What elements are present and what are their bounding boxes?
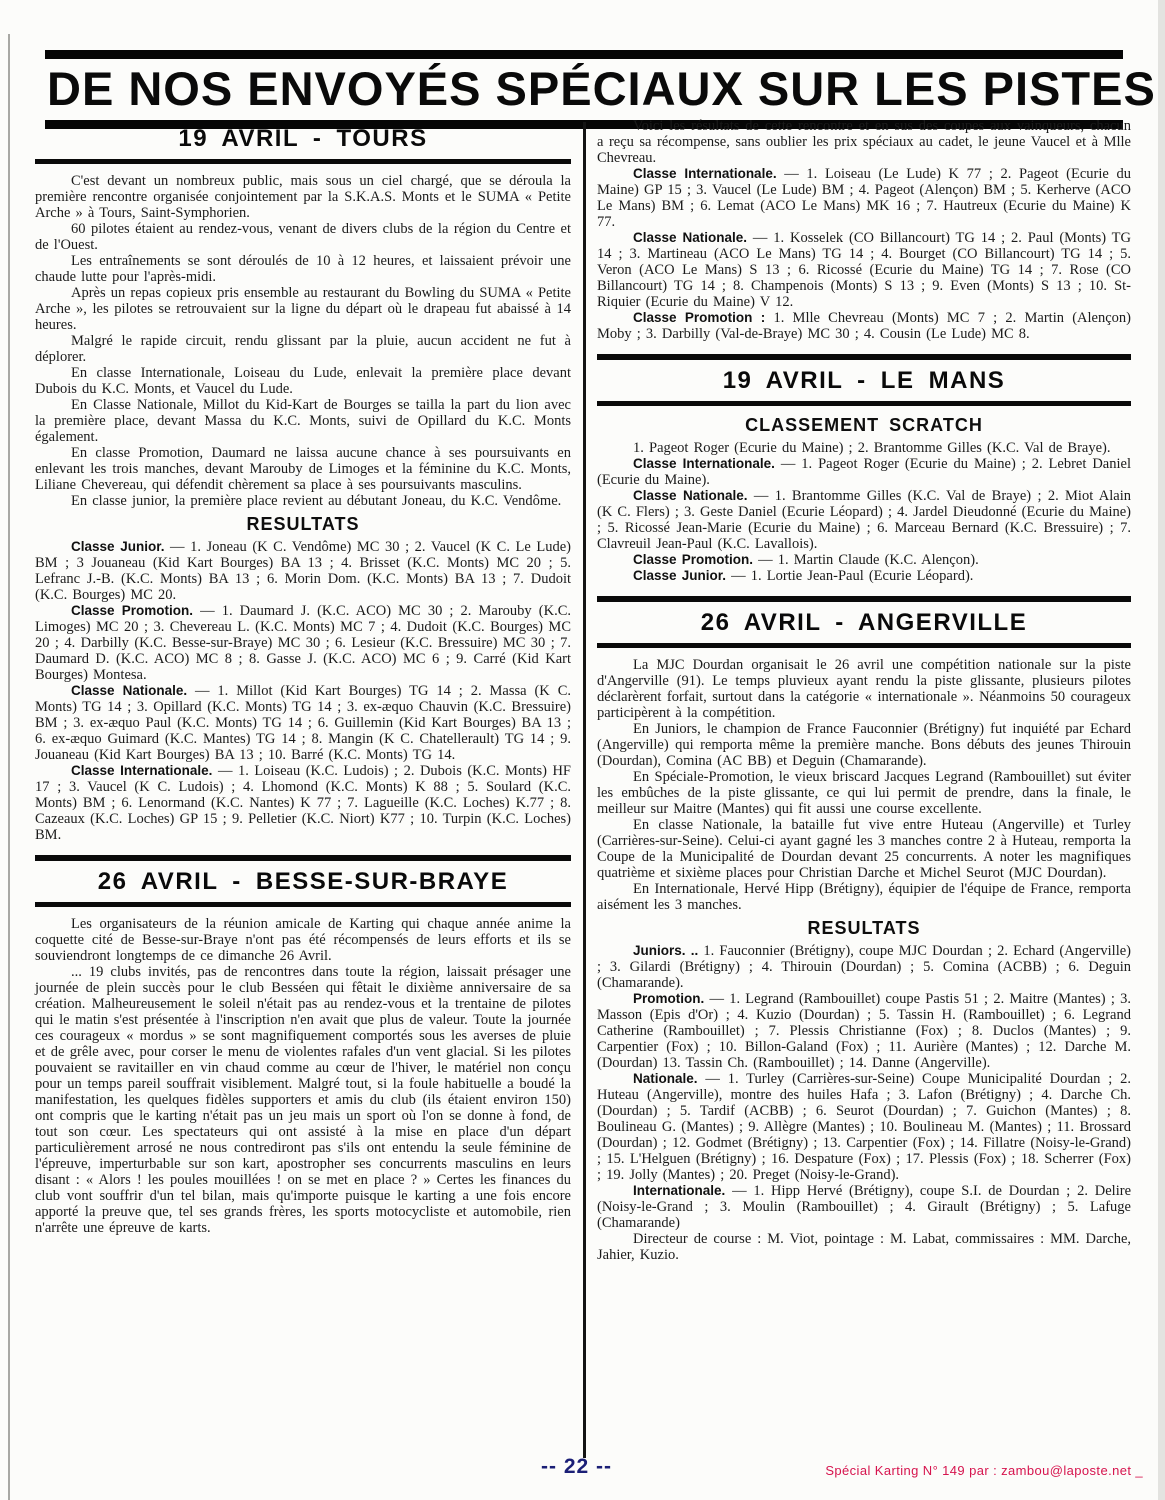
section-heading-angerville: 26 AVRIL - ANGERVILLE bbox=[700, 609, 1028, 637]
results-paragraph bbox=[597, 568, 1131, 584]
credit-line: Spécial Karting N° 149 par : zambou@laposte.net _ bbox=[825, 1463, 1143, 1478]
left-column bbox=[35, 118, 571, 1236]
paragraph-text: 60 pilotes étaient au rendez-vous, venant de divers clubs de la région du Centre et de l'Ouest. bbox=[35, 221, 571, 254]
article-paragraph bbox=[35, 445, 571, 493]
article-paragraph bbox=[597, 817, 1131, 881]
class-label: Classe Junior. bbox=[71, 539, 165, 555]
results-paragraph bbox=[597, 1071, 1131, 1183]
section-le-mans bbox=[597, 354, 1131, 584]
paragraph-text: En Internationale, Hervé Hipp (Brétigny), équipier de l'équipe de France, remporta aisément les 3 manches. bbox=[597, 881, 1131, 914]
article-paragraph bbox=[597, 657, 1131, 721]
paragraph-text: En classe Internationale, Loiseau du Lude, enlevait la première place devant Dubois du K.C. Monts, et Vaucel du Lude. bbox=[35, 365, 571, 398]
article-paragraph bbox=[35, 253, 571, 285]
class-label: Classe Nationale. bbox=[633, 488, 748, 504]
results-text: 1. Mlle Chevreau (Monts) MC 7 ; 2. Martin (Alençon) Moby ; 3. Darbilly (Val-de-Braye) MC 30 ; 4. Cousin (Le Lude) MC 8. bbox=[597, 310, 1131, 342]
results-text: — 1. Millot (Kid Kart Bourges) TG 14 ; 2. Massa (K C. Monts) TG 14 ; 3. Opillard (K.C. Monts) TG 14 ; 3. ex-æquo Chauvin (K.C. Bressuire) BM ; 3. ex-æquo Paul (K.C. Monts) TG 14 ; 6. Guillemin (Kid Kart Bourges) BA 13 ; 6. ex-æquo Guimard (K.C. Mantes) TG 14 ; 8. Mangin (K C. Chatellerault) TG 14 ; 9. Jouaneau (Kid Kart Bourges) BA 13 ; 10. Barré (K.C. Monts) TG 14. bbox=[35, 683, 571, 764]
article-paragraph bbox=[35, 493, 571, 509]
classement-scratch-heading: CLASSEMENT SCRATCH bbox=[745, 415, 983, 436]
results-text: 1. Fauconnier (Brétigny), coupe MJC Dourdan ; 2. Echard (Angerville) ; 3. Gilardi (Brétigny) ; 4. Thirouin (Dourdan) ; 5. Comina (ACBB) ; 6. Deguin (Chamarande). bbox=[597, 943, 1131, 992]
class-label: Classe Promotion. bbox=[633, 552, 754, 568]
results-paragraph bbox=[597, 230, 1131, 310]
class-label: Nationale. bbox=[633, 1071, 698, 1087]
paragraph-text: En Juniors, le champion de France Fauconnier (Brétigny) fut inquiété par Echard (Angerville) qui remporta même la première manche. Bons débuts des jeunes Thirouin (Dourdan), Comina (AC BB) et Deguin (Chamarande). bbox=[597, 721, 1131, 770]
article-paragraph bbox=[597, 881, 1131, 913]
article-paragraph bbox=[35, 397, 571, 445]
page-edge-line bbox=[8, 34, 10, 1500]
results-paragraph bbox=[597, 991, 1131, 1071]
class-label: Classe Junior. bbox=[633, 568, 727, 584]
section-angerville bbox=[597, 596, 1131, 1263]
results-paragraph bbox=[597, 943, 1131, 991]
masthead-title: DE NOS ENVOYÉS SPÉCIAUX SUR LES PISTES bbox=[47, 62, 1156, 115]
paragraph-text: En classe Nationale, la bataille fut vive entre Huteau (Angerville) et Turley (Carrières-sur-Seine). Celui-ci ayant gagné les 3 manches contre 2 à Huteau, remporta la Coupe de la Municipalité de Dourdan devant 25 concurrents. A noter les magnifiques quatrième et sixième places pour Christian Darche et Michel Seurot (MJC Dourdan). bbox=[597, 817, 1131, 882]
results-paragraph bbox=[597, 166, 1131, 230]
section-heading-besse: 26 AVRIL - BESSE-SUR-BRAYE bbox=[97, 868, 509, 896]
results-paragraph bbox=[597, 488, 1131, 552]
results-paragraph bbox=[35, 763, 571, 843]
article-paragraph bbox=[597, 721, 1131, 769]
masthead-rule-top bbox=[45, 50, 1123, 59]
results-paragraph bbox=[35, 683, 571, 763]
class-label: Classe Nationale. bbox=[71, 683, 188, 699]
paragraph-text: En classe junior, la première place revient au débutant Joneau, du K.C. Vendôme. bbox=[71, 493, 562, 510]
results-heading: RESULTATS bbox=[807, 918, 921, 939]
paragraph-text: Les entraînements se sont déroulés de 10 à 12 heures, et laissaient prévoir une chaude lutte pour l'après-midi. bbox=[35, 253, 571, 286]
paragraph-text: ... 19 clubs invités, pas de rencontres dans toute la région, laissait présager une journée de plein succès pour le club Besséen qui fêtait le dixième anniversaire de sa création. Malheureusement le soleil n'était pas au rendez-vous et la trentaine de pilotes qui le matin s'est présentée à l'inscription n'en avait que plus de valeur. Toute la journée ces courageux « mordus » se sont magnifiquement comportés sous les averses de pluie et de grêle avec, pour corser le menu de violentes rafales d'un vent glacial. Si les pilotes pouvaient se ravitailler en vin chaud comme au cœur de l'hiver, le matériel non conçu pour un temps pareil souffrait visiblement. Malgré tout, si la foule habituelle a boudé la manifestation, les quelques fidèles supporters et amis du club (ils étaient environ 150) ont compris que le karting n'était pas un jeu mais un sport où l'on se donne à fond, de tout son cœur. Les spectateurs qui ont assisté à la mise en place d'un départ particulièrement arrosé ne nous contrediront pas s'ils ont entendu la seule féminine de l'épreuve, imperturbable sur son kart, apostropher ses concurrents masculins en leurs disant : « Alors ! les poules mouillées ! on se met en place ? » Certes les finances du club vont souffrir d'un tel bilan, mais qu'importe puisque le karting a une fois encore apporté la preuve que, tel ses grands frères, les sports motocycliste et automobile, rien n'arrête une épreuve de karts. bbox=[35, 964, 571, 1237]
results-text: — 1. Loiseau (K.C. Ludois) ; 2. Dubois (K.C. Monts) HF 17 ; 3. Vaucel (K C. Ludois) ; 4. Lhomond (K.C. Monts) K 88 ; 5. Soulard (K.C. Monts) BM ; 6. Lenormand (K.C. Nantes) K 77 ; 7. Lagueille (K.C. Loches) K.77 ; 8. Cazeaux (K.C. Loches) GP 15 ; 9. Pelletier (K.C. Niort) K77 ; 10. Turpin (K.C. Loches) BM. bbox=[35, 763, 571, 844]
section-besse bbox=[35, 855, 571, 1236]
section-heading-tours: 19 AVRIL - TOURS bbox=[178, 125, 428, 152]
article-paragraph bbox=[35, 285, 571, 333]
results-paragraph bbox=[597, 552, 1131, 568]
heading-rule bbox=[35, 159, 571, 164]
paragraph-text: Malgré le rapide circuit, rendu glissant par la pluie, aucun accident ne fut à déplorer. bbox=[35, 333, 571, 366]
results-paragraph bbox=[597, 456, 1131, 488]
article-paragraph bbox=[35, 916, 571, 964]
class-label: Classe Nationale. bbox=[633, 230, 748, 245]
article-paragraph bbox=[597, 118, 1131, 166]
class-label: Classe Internationale. bbox=[633, 456, 775, 472]
class-label: Promotion. bbox=[633, 991, 705, 1007]
paragraph-text: En Spéciale-Promotion, le vieux briscard Jacques Legrand (Rambouillet) sut éviter les embûches de la piste glissante, ce qui lui permit de prendre, dans la finale, le meilleur sur Maitre (Mantes) qui fit aussi une course excellente. bbox=[597, 769, 1131, 818]
paragraph-text: En Classe Nationale, Millot du Kid-Kart de Bourges se tailla la part du lion avec la première place, devant Massa du K.C. Monts, suivi de Opillard du K.C. Monts également. bbox=[35, 397, 571, 446]
results-text: — 1. Martin Claude (K.C. Alençon). bbox=[753, 552, 979, 569]
section-heading-le-mans: 19 AVRIL - LE MANS bbox=[722, 367, 1006, 394]
results-paragraph bbox=[597, 310, 1131, 342]
paragraph-text: Voici les résultats de cette rencontre et en sus des coupes aux vainqueurs, chacun a reçu sa récompense, sans oublier les prix spéciaux au cadet, le jeune Vaucel et à Mlle Chevreau. bbox=[597, 118, 1131, 166]
article-paragraph bbox=[35, 173, 571, 221]
class-label: Classe Promotion : bbox=[633, 310, 766, 325]
results-text: — 1. Pageot Roger (Ecurie du Maine) ; 2. Lebret Daniel (Ecurie du Maine). bbox=[597, 456, 1131, 489]
class-label: Internationale. bbox=[633, 1183, 726, 1199]
results-paragraph bbox=[597, 440, 1131, 456]
paragraph-text: C'est devant un nombreux public, mais sous un ciel chargé, que se déroula la première rencontre organisée conjointement par la S.K.A.S. Monts et le SUMA « Petite Arche » à Tours, Saint-Symphorien. bbox=[35, 173, 571, 222]
class-label: Classe Internationale. bbox=[71, 763, 213, 779]
results-text: — 1. Daumard J. (K.C. ACO) MC 30 ; 2. Marouby (K.C. Limoges) MC 20 ; 3. Chevereau L. (K.C. Monts) MC 7 ; 4. Dudoit (K.C. Bourges) MC 20 ; 4. Darbilly (K.C. Besse-sur-Braye) MC 30 ; 6. Lesieur (K.C. Bressuire) MC 30 ; 7. Daumard D. (K.C. ACO) MC 8 ; 8. Gasse J. (K.C. ACO) MC 6 ; 9. Carré (Kid Kart Bourges) Montesa. bbox=[35, 603, 572, 684]
results-text: 1. Pageot Roger (Ecurie du Maine) ; 2. Brantomme Gilles (K.C. Val de Braye). bbox=[633, 440, 1111, 457]
article-paragraph bbox=[35, 221, 571, 253]
results-text: — 1. Legrand (Rambouillet) coupe Pastis 51 ; 2. Maitre (Mantes) ; 3. Masson (Epis d'Or) ; 4. Kuzio (Dourdan) ; 5. Tassin H. (Rambouillet) ; 6. Legrand Catherine (Rambouillet) ; 7. Plessis Christianne (Fox) ; 8. Duclos (Mantes) ; 9. Carpentier (Fox) ; 10. Billon-Galand (Fox) ; 11. Aurière (Mantes) ; 12. Darche M. (Dourdan) 13. Tassin Ch. (Rambouillet) ; 14. Danne (Angerville). bbox=[597, 991, 1131, 1072]
article-paragraph bbox=[597, 769, 1131, 817]
class-label: Classe Internationale. bbox=[633, 166, 777, 181]
heading-rule bbox=[35, 902, 571, 907]
results-text: — 1. Turley (Carrières-sur-Seine) Coupe Municipalité Dourdan ; 2. Huteau (Angerville), montre des huiles Hafa ; 3. Lafon (Brétigny) ; 4. Darche Ch. (Dourdan) ; 5. Tardif (ACBB) ; 6. Seurot (Dourdan) ; 7. Guichon (Mantes) ; 8. Boulineau G. (Mantes) ; 9. Allègre (Mantes) ; 10. Boulineau M. (Mantes) ; 11. Brossard (Dourdan) ; 12. Godmet (Brétigny) ; 13. Carpentier (Fox) ; 14. Fillatre (Noisy-le-Grand) ; 15. L'Helguen (Brétigny) ; 16. Despature (Fox) ; 17. Plessis (Fox) ; 18. Scherrer (Fox) ; 19. Jolly (Mantes) ; 20. Preget (Noisy-le-Grand). bbox=[597, 1071, 1131, 1184]
article-paragraph bbox=[35, 333, 571, 365]
officials-text: Directeur de course : M. Viot, pointage : M. Labat, commissaires : MM. Darche, Jahier, Kuzio. bbox=[597, 1231, 1131, 1264]
heading-rule bbox=[597, 643, 1131, 648]
paragraph-text: Après un repas copieux pris ensemble au restaurant du Bowling du SUMA « Petite Arche », les pilotes se retrouvaient sur la ligne du départ où le drapeau fut abaissé à 14 heures. bbox=[35, 285, 571, 334]
officials-paragraph bbox=[597, 1231, 1131, 1263]
paragraph-text: La MJC Dourdan organisait le 26 avril une compétition nationale sur la piste d'Angerville (91). Le temps pluvieux ayant rendu la piste glissante, plusieurs pilotes déclarèrent forfait, surtout dans la catégorie « internationale ». Néanmoins 50 courageux participèrent à la compétition. bbox=[597, 657, 1131, 722]
section-tours bbox=[35, 118, 571, 843]
results-text: — 1. Joneau (K C. Vendôme) MC 30 ; 2. Vaucel (K C. Le Lude) BM ; 3 Jouaneau (Kid Kart Bourges) BA 13 ; 4. Brisset (K.C. Monts) MC 20 ; 5. Lefranc J.-B. (K.C. Monts) BA 13 ; 6. Morin Dom. (K.C. Monts) BA 13 ; 7. Dudoit (K.C. Bourges) MC 20. bbox=[35, 539, 571, 604]
results-text: — 1. Hipp Hervé (Brétigny), coupe S.I. de Dourdan ; 2. Delire (Noisy-le-Grand ; 3. Moulin (Rambouillet) ; 4. Girault (Brétigny) ; 5. Lafuge (Chamarande) bbox=[597, 1183, 1131, 1232]
results-text: — 1. Kosselek (CO Billancourt) TG 14 ; 2. Paul (Monts) TG 14 ; 3. Martineau (ACO Le Mans) TG 14 ; 4. Bourget (CO Billancourt) TG 14 ; 5. Veron (ACO Le Mans) S 13 ; 6. Ricossé (Ecurie du Maine) TG 14 ; 7. Rose (CO Billancourt) TG 14 ; 8. Champenois (Monts) S 13 ; 9. Even (Monts) S 13 ; 10. St-Riquier (Ecurie du Maine) V 12. bbox=[597, 230, 1132, 310]
results-paragraph bbox=[597, 1183, 1131, 1231]
results-text: — 1. Loiseau (Le Lude) K 77 ; 2. Pageot (Ecurie du Maine) GP 15 ; 3. Vaucel (Le Lude) BM ; 4. Pageot (Alençon) BM ; 5. Kerherve (ACO Le Mans) BM ; 6. Lemat (ACO Le Mans) MK 16 ; 7. Hautreux (Ecurie du Maine) K 77. bbox=[597, 166, 1131, 230]
class-label: Classe Promotion. bbox=[71, 603, 194, 619]
results-heading: RESULTATS bbox=[246, 514, 360, 535]
column-divider bbox=[583, 122, 586, 1458]
paragraph-text: En classe Promotion, Daumard ne laissa aucune chance à ses poursuivants en enlevant les trois manches, devant Marouby de Limoges et la féminine du K.C. Monts, Liliane Chevereau, qui défendit chèrement sa place à ses poursuivants masculins. bbox=[35, 445, 571, 494]
right-column bbox=[597, 118, 1131, 1263]
paragraph-text: Les organisateurs de la réunion amicale de Karting qui chaque année anime la coquette cité de Besse-sur-Braye n'ont pas été récompensés de leurs efforts et ils se souviendront longtemps de ce dimanche 26 Avril. bbox=[35, 916, 571, 965]
results-paragraph bbox=[35, 539, 571, 603]
page-number: -- 22 -- bbox=[541, 1455, 612, 1478]
page-edge-shadow bbox=[1158, 0, 1165, 1500]
section-tours-results bbox=[597, 118, 1131, 342]
results-text: — 1. Lortie Jean-Paul (Ecurie Léopard). bbox=[726, 568, 974, 585]
article-paragraph bbox=[35, 964, 571, 1236]
heading-rule bbox=[597, 401, 1131, 406]
article-paragraph bbox=[35, 365, 571, 397]
results-paragraph bbox=[35, 603, 571, 683]
results-text: — 1. Brantomme Gilles (K.C. Val de Braye) ; 2. Miot Alain (K C. Flers) ; 3. Geste Daniel (Ecurie Léopard) ; 4. Jardel Dieudonné (Ecurie du Maine) ; 5. Ricossé Jean-Marie (Ecurie du Maine) ; 6. Marceau Bernard (K.C. Bressuire) ; 7. Clavreuil Jean-Paul (K.C. Lavallois). bbox=[597, 488, 1131, 553]
class-label: Juniors. .. bbox=[633, 943, 699, 959]
